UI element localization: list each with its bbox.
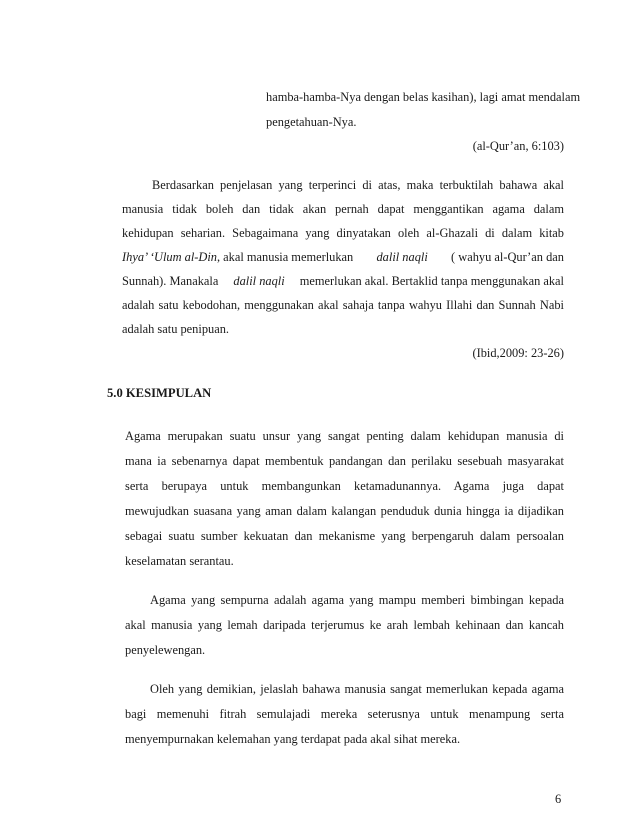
paragraph-line: keselamatan serantau.: [125, 554, 234, 568]
paragraph-line: Agama merupakan suatu unsur yang sangat penting dalam kehidupan manusia di: [125, 429, 564, 443]
paragraph-line: manusia tidak boleh dan tidak akan pernah dapat menggantikan agama dalam: [122, 202, 564, 216]
paragraph-line: adalah satu penipuan.: [122, 322, 230, 336]
paragraph-line: [122, 273, 564, 289]
page-number: 6: [555, 792, 562, 806]
book-title: Ihya’ ‘Ulum al-Din: [122, 250, 217, 264]
paragraph-line: akal manusia yang lemah daripada terjerumus ke arah lembah kehinaan dan kancah: [125, 618, 564, 632]
quote-line: hamba-hamba-Nya dengan belas kasihan), lagi amat mendalam: [266, 90, 581, 104]
quote-line: pengetahuan-Nya.: [266, 115, 357, 129]
text-segment: ( wahyu al-Qur’an dan: [451, 250, 564, 264]
text-segment: Sunnah). Manakala: [122, 274, 219, 288]
paragraph-line: Berdasarkan penjelasan yang terperinci di atas, maka terbuktilah bahawa akal: [152, 178, 564, 192]
paragraph-line: serta berupaya untuk membangunkan ketamadunannya. Agama juga dapat: [125, 479, 564, 493]
paragraph-line: adalah satu kebodohan, menggunakan akal sahaja tanpa wahyu Illahi dan Sunnah Nabi: [122, 298, 564, 312]
term-italic: dalil naqli: [233, 274, 285, 288]
paragraph-citation: (Ibid,2009: 23-26): [472, 346, 564, 360]
quote-citation: (al-Qur’an, 6:103): [472, 139, 564, 153]
term-italic: dalil naqli: [376, 250, 428, 264]
text-segment: memerlukan akal. Bertaklid tanpa menggunakan akal: [299, 274, 564, 288]
text-segment: , akal manusia memerlukan: [216, 250, 354, 264]
paragraph-line: penyelewengan.: [125, 643, 206, 657]
paragraph-line: mewujudkan suasana yang aman dalam kalangan penduduk dunia hingga ia dijadikan: [125, 504, 564, 518]
paragraph-line: Oleh yang demikian, jelaslah bahawa manusia sangat memerlukan kepada agama: [150, 682, 564, 696]
paragraph-line: Agama yang sempurna adalah agama yang mampu memberi bimbingan kepada: [150, 593, 564, 607]
paragraph-line: mana ia sebenarnya dapat membentuk pandangan dan perilaku sesebuah masyarakat: [125, 454, 564, 468]
paragraph-line: [122, 249, 564, 265]
paragraph-line: kehidupan seharian. Sebagaimana yang dinyatakan oleh al-Ghazali di dalam kitab: [122, 226, 564, 240]
paragraph-line: sebagai suatu sumber kekuatan dan mekanisme yang berpengaruh dalam persoalan: [125, 529, 564, 543]
paragraph-line: bagi memenuhi fitrah semulajadi mereka seterusnya untuk menampung serta: [125, 707, 564, 721]
paragraph-line: menyempurnakan kelemahan yang terdapat pada akal sihat mereka.: [125, 732, 461, 746]
section-heading: 5.0 KESIMPULAN: [107, 386, 212, 400]
